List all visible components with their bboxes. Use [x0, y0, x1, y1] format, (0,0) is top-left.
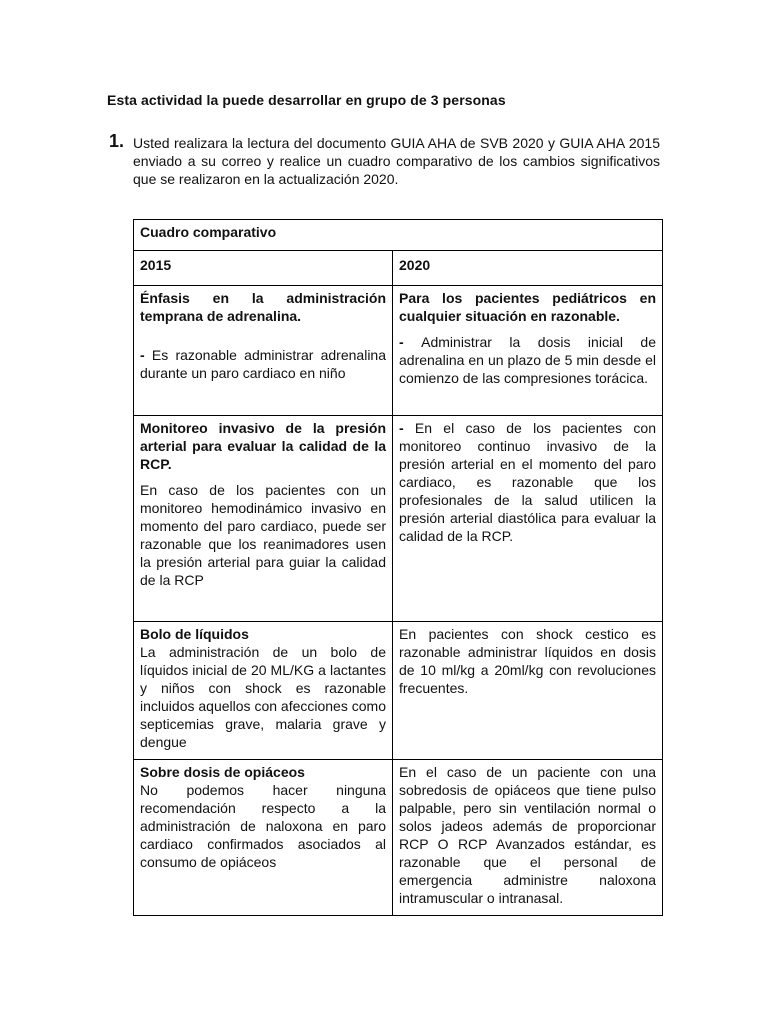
cell-2020: [393, 622, 663, 760]
item-instructions: Usted realizara la lectura del documento GUIA AHA de SVB 2020 y GUIA AHA 2015 enviado a su correo y realice un cuadro comparativo de los cambios significativos que se realizaron en la actualización 2020.: [133, 135, 660, 187]
cell-2015: [134, 286, 393, 416]
table-title: Cuadro comparativo: [134, 220, 663, 251]
row-body: - Administrar la dosis inicial de adrenalina en un plazo de 5 min desde el comienzo de las compresiones torácica.: [399, 334, 657, 386]
column-header-2020: 2020: [393, 251, 663, 286]
cell-2020: [393, 760, 663, 916]
row-title: Para los pacientes pediátricos en cualquier situación en razonable.: [399, 290, 657, 324]
activity-heading: Esta actividad la puede desarrollar en grupo de 3 personas: [107, 92, 506, 108]
cell-2015: [134, 622, 393, 760]
row-body: - Es razonable administrar adrenalina durante un paro cardiaco en niño: [140, 347, 386, 381]
row-title: Monitoreo invasivo de la presión arterial para evaluar la calidad de la RCP.: [140, 420, 386, 472]
comparison-table: [133, 219, 663, 916]
cell-2015: [134, 760, 393, 916]
table-title-row: [134, 220, 663, 251]
row-title: Énfasis en la administración temprana de adrenalina.: [140, 290, 386, 324]
table-row: [134, 622, 663, 760]
row-body: La administración de un bolo de líquidos inicial de 20 ML/KG a lactantes y niños con shock es razonable incluidos aquellos con afecciones como septicemias grave, malaria grave y dengue: [140, 644, 386, 750]
row-body: - En el caso de los pacientes con monitoreo continuo invasivo de la presión arterial en el momento del paro cardiaco, es razonable que los profesionales de la salud utilicen la presión arterial diastólica para evaluar la calidad de la RCP.: [399, 420, 657, 544]
table-row: [134, 760, 663, 916]
row-body: En pacientes con shock cestico es razonable administrar líquidos en dosis de 10 ml/kg a 20ml/kg con revoluciones frecuentes.: [399, 626, 657, 696]
cell-2020: [393, 416, 663, 622]
row-title: Bolo de líquidos: [140, 626, 249, 642]
table-row: [134, 286, 663, 416]
row-body: En el caso de un paciente con una sobredosis de opiáceos que tiene pulso palpable, pero sin ventilación normal o solos jadeos además de proporcionar RCP O RCP Avanzados estándar, es razonable que el personal de emergencia administre naloxona intramuscular o intranasal.: [399, 764, 657, 906]
row-title: Sobre dosis de opiáceos: [140, 764, 305, 780]
row-body: En caso de los pacientes con un monitoreo hemodinámico invasivo en momento del paro cardiaco, puede ser razonable que los reanimadores usen la presión arterial para guiar la calidad de la RCP: [140, 482, 386, 588]
table-header-row: [134, 251, 663, 286]
row-body: No podemos hacer ninguna recomendación respecto a la administración de naloxona en paro cardiaco confirmados asociados al consumo de opiáceos: [140, 782, 386, 870]
table-row: [134, 416, 663, 622]
cell-2015: [134, 416, 393, 622]
column-header-2015: 2015: [134, 251, 393, 286]
item-number: 1.: [109, 131, 125, 151]
cell-2020: [393, 286, 663, 416]
